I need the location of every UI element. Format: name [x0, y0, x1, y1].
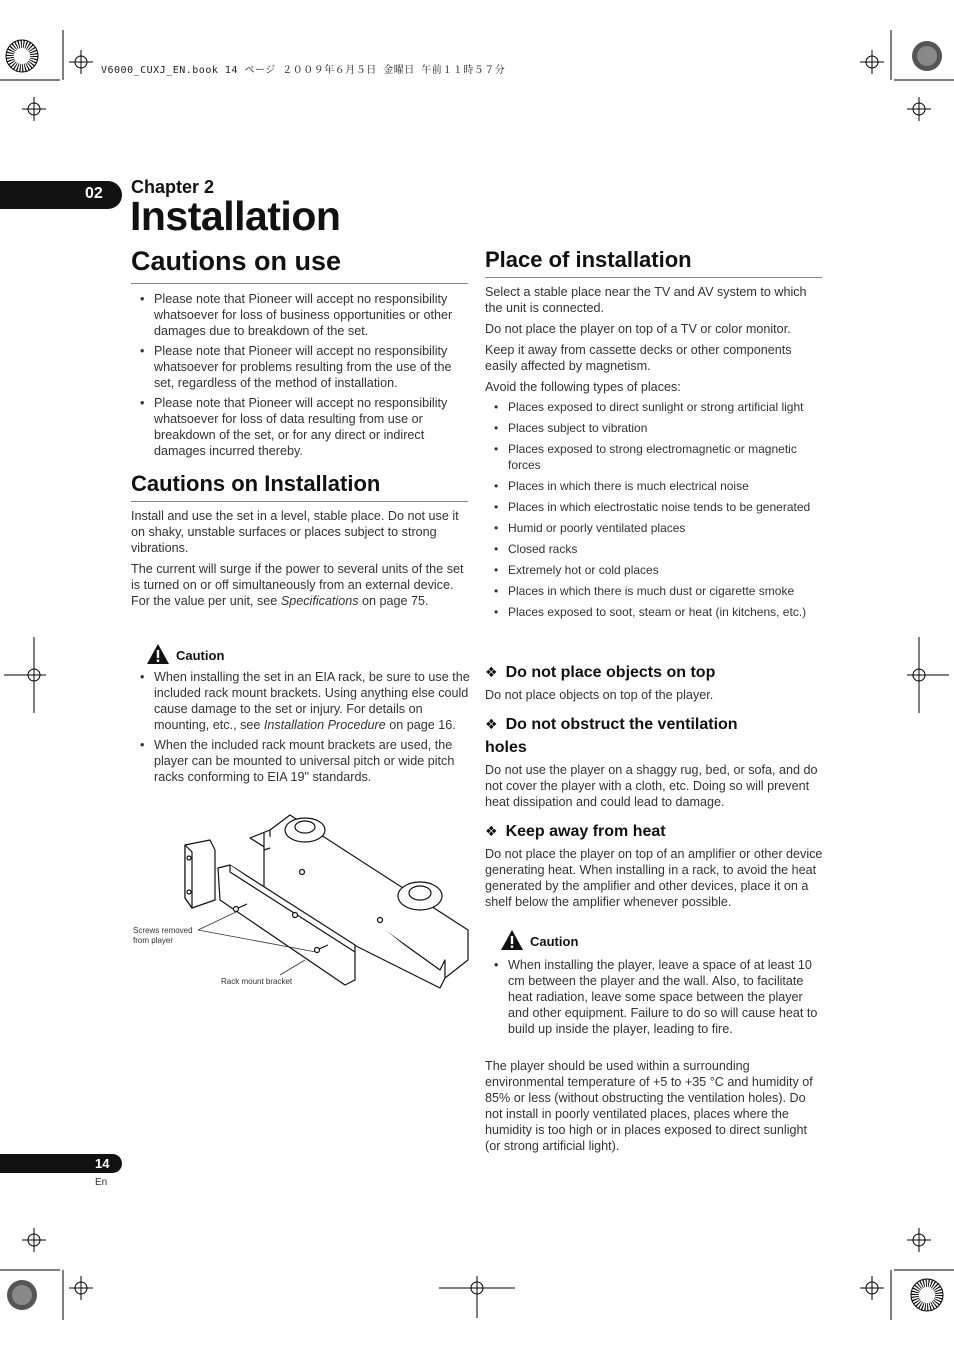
place-para1: Select a stable place near the TV and AV system to which the unit is connected.: [485, 285, 807, 315]
list-item: • Humid or poorly ventilated places: [485, 520, 830, 536]
avoid-places-list: [485, 399, 830, 625]
warning-triangle-icon: [146, 643, 170, 665]
list-item: • Extremely hot or cold places: [485, 562, 830, 578]
installation-procedure-ref: Installation Procedure: [263, 718, 386, 732]
place-para4: Avoid the following types of places:: [485, 380, 681, 394]
installation-para1: Install and use the set in a level, stable place. Do not use it on shaky, unstable surfaces or places subject to strong vibrations.: [131, 509, 459, 555]
diamond-icon: ❖: [485, 664, 498, 680]
warning-triangle-icon: [500, 929, 524, 951]
diamond-icon: ❖: [485, 823, 498, 839]
no-objects-text: Do not place objects on top of the player.: [485, 688, 714, 702]
chapter-label: Chapter 2: [131, 177, 215, 197]
list-item: • Please note that Pioneer will accept no responsibility whatsoever for loss of business opportunities or other damages due to breakdown of the set.: [131, 291, 471, 339]
heading-cautions-on-use: Cautions on use: [131, 246, 342, 276]
specifications-ref: Specifications: [280, 594, 359, 608]
place-intro-text: [485, 284, 825, 400]
list-item: • Please note that Pioneer will accept no responsibility whatsoever for loss of data resulting from use or breakdown of the set, or for any direct or indirect damages incurred thereby.: [131, 395, 471, 459]
subheading-heat: ❖ Keep away from heat: [485, 823, 666, 840]
rule-cautions-on-use: [131, 283, 468, 284]
installation-para2: The current will surge if the power to several units of the set is turned on or off simultaneously from an external device. For the value per unit, see Specifications on page 75.: [131, 562, 464, 608]
list-item: • Places exposed to strong electromagnetic or magnetic forces: [485, 441, 830, 473]
diamond-icon: ❖: [485, 716, 498, 732]
page-language: En: [95, 1177, 108, 1188]
list-item: • Places in which electrostatic noise tends to be generated: [485, 499, 830, 515]
list-item: • When installing the player, leave a space of at least 10 cm between the player and the wall. Also, to facilitate heat radiation, leave some space between the player and other equipment. Failure to do so will cause heat to build up inside the player, leading to fire.: [485, 957, 820, 1037]
heading-place-of-installation: Place of installation: [485, 247, 692, 272]
ventilation-text: Do not use the player on a shaggy rug, bed, or sofa, and do not cover the player with a cloth, etc. Doing so will prevent heat dissipation and could lead to damage.: [485, 763, 818, 809]
list-item: • Please note that Pioneer will accept no responsibility whatsoever for problems resulting from the use of the set, regardless of the method of installation.: [131, 343, 471, 391]
list-item: • Closed racks: [485, 541, 830, 557]
caution-list-left: [131, 669, 471, 789]
figure-label-bracket: Rack mount bracket: [221, 977, 293, 986]
caution-heading-left: Caution: [146, 643, 224, 665]
chapter-tab: [0, 181, 122, 209]
chapter-number: 02: [85, 185, 103, 202]
caution-heading-right: Caution: [500, 929, 578, 951]
rule-cautions-on-installation: [131, 501, 468, 502]
rack-mount-figure: [130, 810, 470, 990]
heat-text: Do not place the player on top of an amplifier or other device generating heat. When installing in a rack, to avoid the heat generated by the amplifier and other devices, place it on a shelf below the amplifier whenever possible.: [485, 847, 823, 909]
figure-label-screws: Screws removed from player: [133, 926, 193, 945]
list-item: • Places exposed to soot, steam or heat (in kitchens, etc.): [485, 604, 830, 620]
subheading-ventilation: ❖ Do not obstruct the ventilation holes: [485, 716, 738, 756]
heading-cautions-on-installation: Cautions on Installation: [131, 471, 381, 496]
place-para3: Keep it away from cassette decks or other components easily affected by magnetism.: [485, 343, 792, 373]
list-item: • When the included rack mount brackets are used, the player can be mounted to universal pitch or wide pitch racks conforming to EIA 19" standards.: [131, 737, 471, 785]
list-item: • Places in which there is much electrical noise: [485, 478, 830, 494]
list-item: • When installing the set in an EIA rack, be sure to use the included rack mount brackets. Using anything else could cause damage to the set or injury. For details on mounting, etc., see Installation Procedure on page 16.: [131, 669, 471, 733]
list-item: • Places exposed to direct sunlight or strong artificial light: [485, 399, 830, 415]
list-item: • Places in which there is much dust or cigarette smoke: [485, 583, 830, 599]
caution-list-right: [485, 957, 820, 1041]
subheading-no-objects: ❖ Do not place objects on top: [485, 664, 716, 681]
cautions-on-use-list: [131, 291, 471, 463]
print-header: V6000_CUXJ_EN.book 14 ページ ２００９年６月５日 金曜日 午前１１時５７分: [101, 65, 506, 76]
page-title: Installation: [130, 193, 341, 239]
closing-text: The player should be used within a surrounding environmental temperature of +5 to +35 °C and humidity of 85% or less (without obstructing the ventilation holes). Do not install in poorly ventilated places, places where the humidity is too high or in places exposed to direct sunlight (or strong artificial light).: [485, 1059, 813, 1153]
rule-place-of-installation: [485, 277, 822, 278]
place-para2: Do not place the player on top of a TV or color monitor.: [485, 322, 791, 336]
page-number: 14: [95, 1156, 110, 1171]
installation-text: [131, 508, 469, 614]
list-item: • Places subject to vibration: [485, 420, 830, 436]
